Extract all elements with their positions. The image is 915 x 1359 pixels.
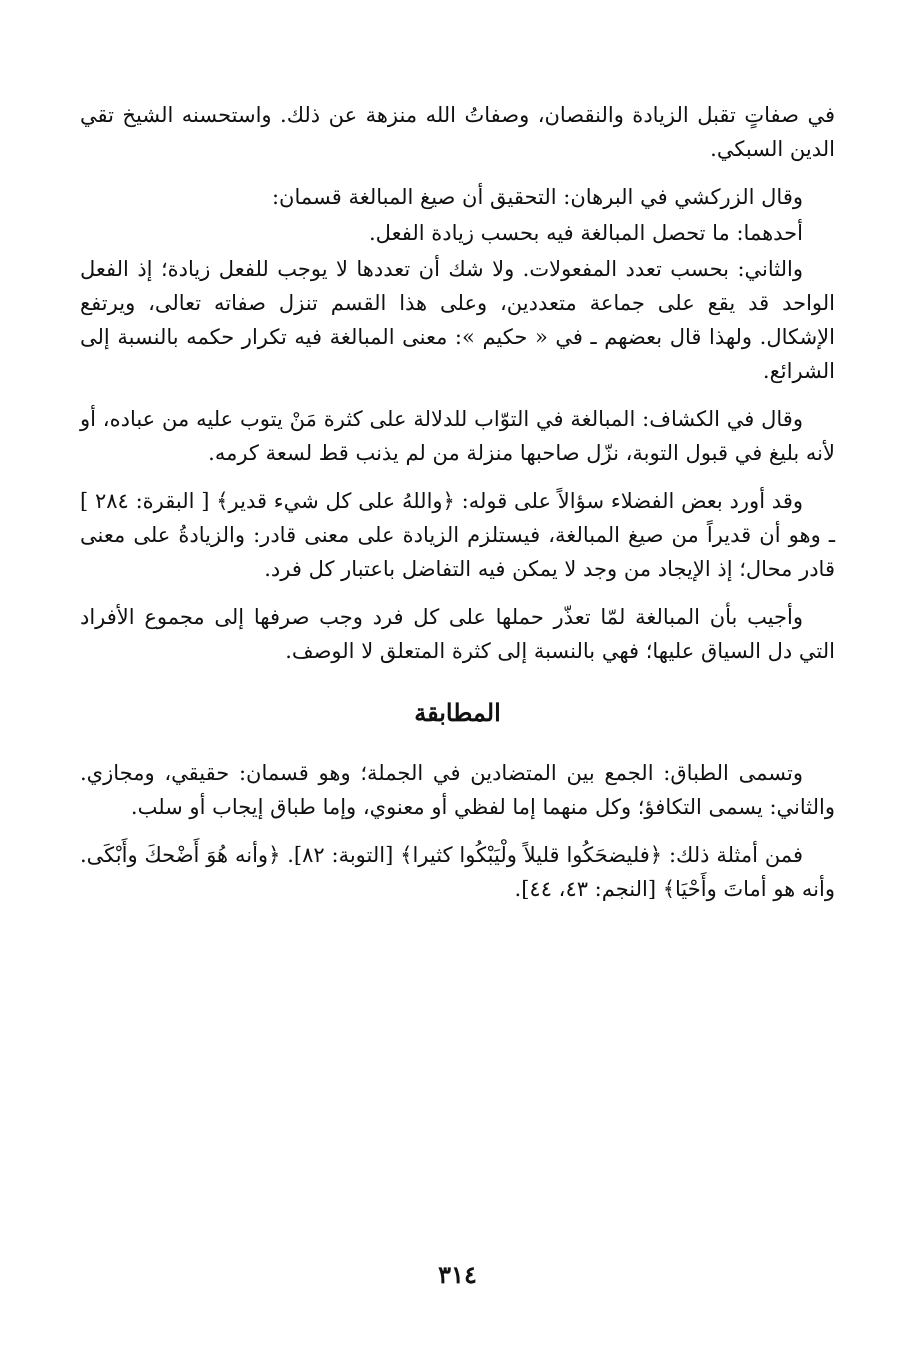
paragraph: وقال الزركشي في البرهان: التحقيق أن صيغ المبالغة قسمان: xyxy=(271,185,803,209)
page-number: ٣١٤ xyxy=(438,1260,477,1289)
paragraph: وتسمى الطباق: الجمع بين المتضادين في الجملة؛ وهو قسمان: حقيقي، ومجازي. والثاني: يسمى التكافؤ؛ وكل منهما إما لفظي أو معنوي، وإما طباق إيجاب أو سلب. xyxy=(80,761,835,819)
paragraph: في صفاتٍ تقبل الزيادة والنقصان، وصفاتُ الله منزهة عن ذلك. واستحسنه الشيخ تقي الدين السبكي. xyxy=(80,103,835,161)
paragraph: أحدهما: ما تحصل المبالغة فيه بحسب زيادة الفعل. xyxy=(368,221,803,245)
paragraph: والثاني: بحسب تعدد المفعولات. ولا شك أن تعددها لا يوجب للفعل زيادة؛ إذ الفعل الواحد قد يقع على جماعة متعددين، وعلى هذا القسم تنزل صفاته تعالى، ويرتفع الإشكال. ولهذا قال بعضهم ـ في « حكيم »: معنى المبالغة فيه تكرار حكمه بالنسبة إلى الشرائع. xyxy=(80,257,835,383)
paragraph: وقد أورد بعض الفضلاء سؤالاً على قوله: ﴿واللهُ على كل شيء قدير﴾ [ البقرة: ٢٨٤ ] ـ وهو أن قديراً من صيغ المبالغة، فيستلزم الزيادة على معنى قادر: والزيادةُ على معنى قادر محال؛ إذ الإيجاد من وجد لا يمكن فيه التفاضل باعتبار كل فرد. xyxy=(80,489,835,581)
section-heading: المطابقة xyxy=(414,698,501,727)
paragraph: فمن أمثلة ذلك: ﴿فليضحَكُوا قليلاً ولْيَبْكُوا كثيرا﴾ [التوبة: ٨٢]. ﴿وأنه هُوَ أَضْحكَ وأَبْكَى. وأنه هو أماتَ وأَحْيَا﴾ [النجم: ٤٣، ٤٤]. xyxy=(80,843,835,901)
paragraph: وقال في الكشاف: المبالغة في التوّاب للدلالة على كثرة مَنْ يتوب عليه من عباده، أو لأنه بليغ في قبول التوبة، نزّل صاحبها منزلة من لم يذنب قط لسعة كرمه. xyxy=(80,407,835,465)
paragraph: وأجيب بأن المبالغة لمّا تعذّر حملها على كل فرد وجب صرفها إلى مجموع الأفراد التي دل السياق عليها؛ فهي بالنسبة إلى كثرة المتعلق لا الوصف. xyxy=(80,605,835,663)
page-body xyxy=(80,98,835,906)
